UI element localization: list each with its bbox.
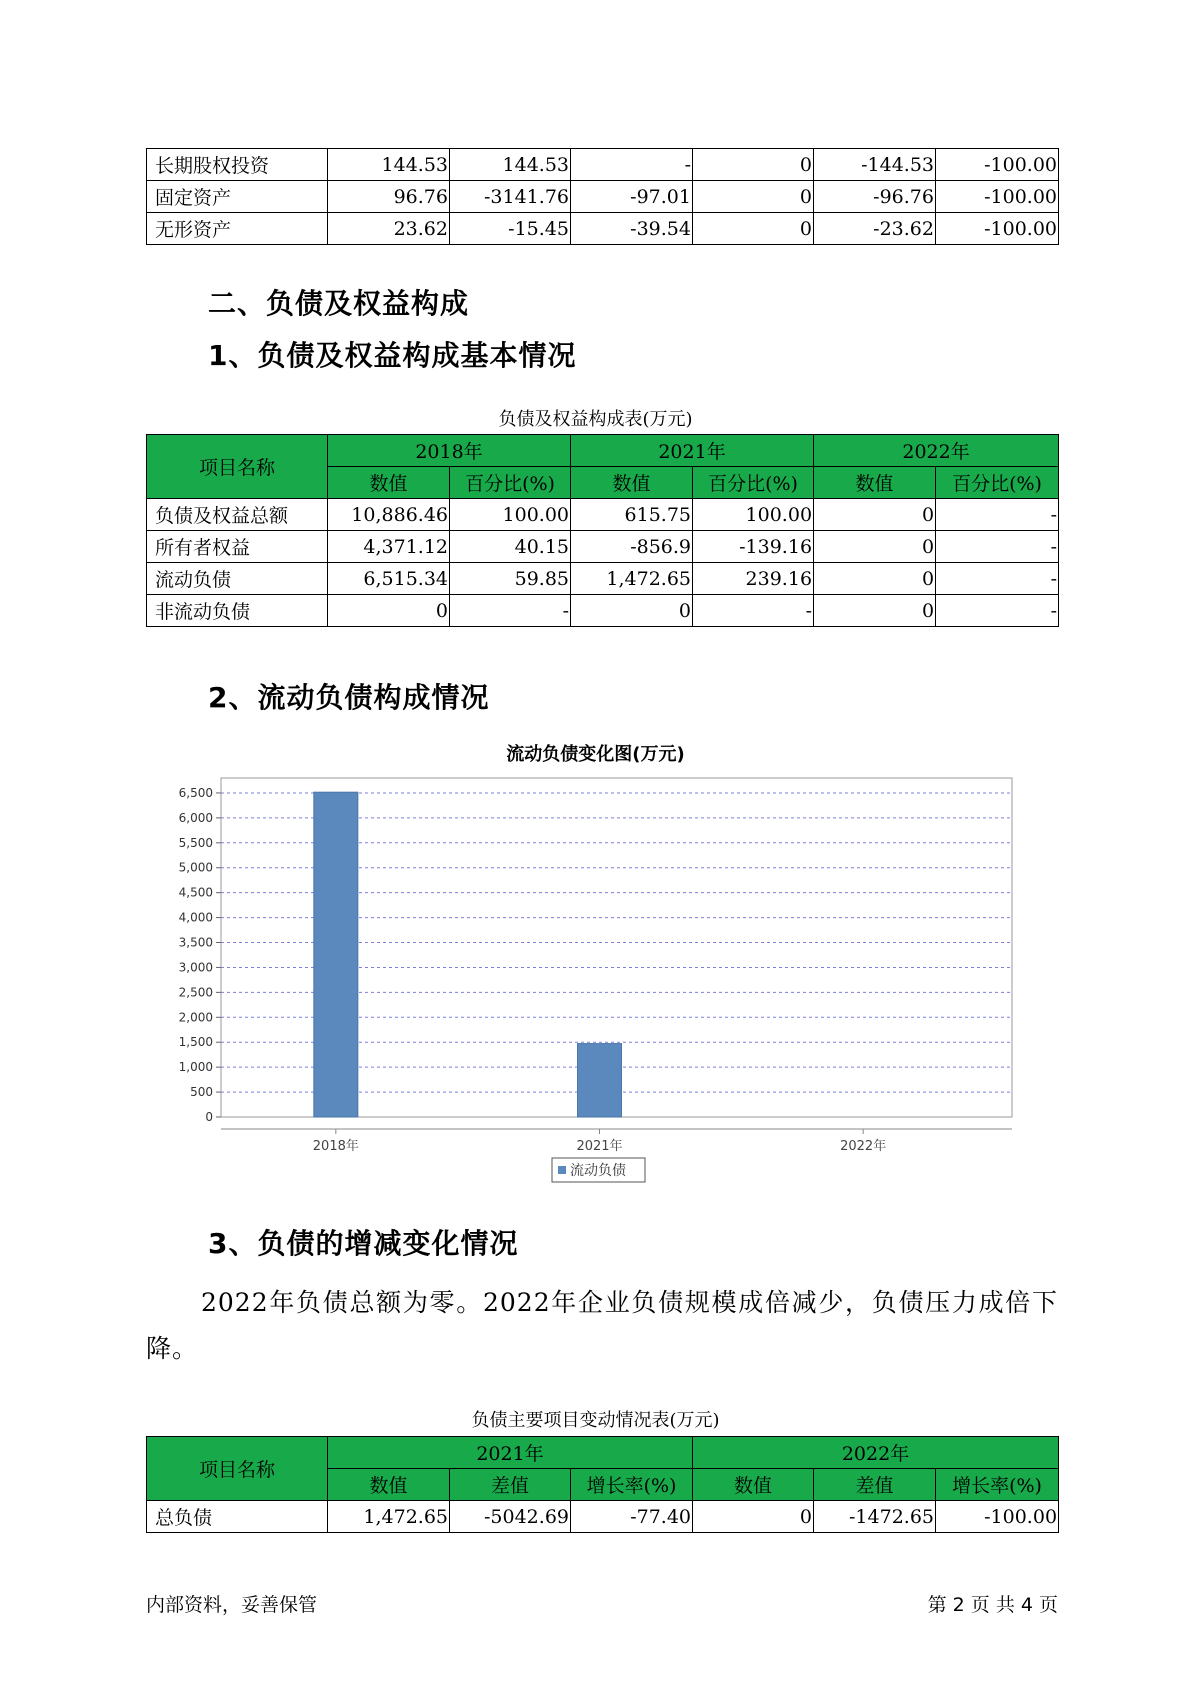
cell: 100.00: [693, 499, 814, 531]
cell: 1,472.65: [571, 563, 693, 595]
year-header: 2022年: [814, 435, 1059, 467]
cell: 239.16: [693, 563, 814, 595]
cell: 144.53: [450, 149, 571, 181]
year-header: 2021年: [328, 1437, 693, 1469]
y-tick-label: 6,000: [178, 810, 213, 825]
bar: [578, 1044, 622, 1117]
rate-header: 增长率(%): [571, 1469, 693, 1501]
value-header: 数值: [328, 467, 450, 499]
x-axis-ticks: [221, 1129, 1012, 1154]
cell: -: [693, 595, 814, 627]
percent-header: 百分比(%): [693, 467, 814, 499]
cell: -77.40: [571, 1501, 693, 1533]
table-row: [147, 181, 1059, 213]
liability-change-table: [146, 1436, 1059, 1533]
rate-header: 增长率(%): [936, 1469, 1059, 1501]
cell: 100.00: [450, 499, 571, 531]
cell: -856.9: [571, 531, 693, 563]
y-tick-label: 1,500: [178, 1035, 213, 1050]
cell: -100.00: [936, 213, 1059, 245]
cell: 0: [693, 213, 814, 245]
table-header-row: [147, 435, 1059, 467]
row-name: 流动负债: [147, 563, 328, 595]
asset-table: [146, 148, 1059, 245]
cell: -100.00: [936, 1501, 1059, 1533]
y-tick-label: 3,500: [178, 935, 213, 950]
subsection-heading: 1、负债及权益构成基本情况: [208, 339, 577, 372]
row-name: 所有者权益: [147, 531, 328, 563]
year-header: 2021年: [571, 435, 814, 467]
section-heading: 二、负债及权益构成: [208, 287, 470, 320]
cell: -5042.69: [450, 1501, 571, 1533]
table-row: [147, 563, 1059, 595]
table-caption: 负债及权益构成表(万元): [498, 409, 693, 430]
cell: -: [936, 499, 1059, 531]
table-row: [147, 499, 1059, 531]
cell: 59.85: [450, 563, 571, 595]
value-header: 数值: [814, 467, 936, 499]
cell: 0: [571, 595, 693, 627]
cell: 0: [693, 1501, 814, 1533]
table-caption: 负债主要项目变动情况表(万元): [471, 1410, 720, 1431]
cell: 96.76: [328, 181, 450, 213]
y-tick-label: 6,500: [178, 785, 213, 800]
row-name: 无形资产: [147, 213, 328, 245]
cell: -39.54: [571, 213, 693, 245]
diff-header: 差值: [450, 1469, 571, 1501]
table-row: [147, 149, 1059, 181]
cell: 0: [328, 595, 450, 627]
cell: 0: [693, 149, 814, 181]
y-tick-label: 500: [190, 1085, 213, 1100]
cell: -: [936, 563, 1059, 595]
x-tick-label: 2021年: [576, 1139, 623, 1154]
cell: 0: [814, 499, 936, 531]
cell: -: [936, 531, 1059, 563]
value-header: 数值: [693, 1469, 814, 1501]
equity-table: [146, 434, 1059, 627]
y-tick-label: 2,000: [178, 1010, 213, 1025]
item-header: 项目名称: [147, 1437, 328, 1501]
footer-note: 内部资料，妥善保管: [146, 1594, 318, 1616]
row-name: 长期股权投资: [147, 149, 328, 181]
year-header: 2018年: [328, 435, 571, 467]
cell: -139.16: [693, 531, 814, 563]
y-tick-label: 1,000: [178, 1060, 213, 1075]
legend-label: 流动负债: [570, 1163, 626, 1179]
y-tick-label: 3,000: [178, 960, 213, 975]
x-tick-label: 2018年: [312, 1139, 359, 1154]
value-header: 数值: [328, 1469, 450, 1501]
cell: 4,371.12: [328, 531, 450, 563]
percent-header: 百分比(%): [450, 467, 571, 499]
cell: -: [571, 149, 693, 181]
y-tick-label: 2,500: [178, 985, 213, 1000]
cell: -23.62: [814, 213, 936, 245]
y-tick-label: 4,000: [178, 910, 213, 925]
cell: 615.75: [571, 499, 693, 531]
x-tick-label: 2022年: [840, 1139, 887, 1154]
cell: 0: [814, 531, 936, 563]
cell: 0: [814, 563, 936, 595]
row-name: 非流动负债: [147, 595, 328, 627]
cell: -97.01: [571, 181, 693, 213]
cell: -3141.76: [450, 181, 571, 213]
row-name: 总负债: [147, 1501, 328, 1533]
chart-legend: [552, 1158, 645, 1182]
legend-swatch: [558, 1166, 566, 1174]
bar: [314, 792, 358, 1117]
subsection-heading: 3、负债的增减变化情况: [208, 1227, 519, 1260]
cell: -1472.65: [814, 1501, 936, 1533]
current-liabilities-bar-chart: [146, 770, 1046, 1190]
percent-header: 百分比(%): [936, 467, 1059, 499]
y-axis-ticks: [179, 786, 221, 1124]
subsection-heading: 2、流动负债构成情况: [208, 681, 490, 714]
cell: 23.62: [328, 213, 450, 245]
row-name: 负债及权益总额: [147, 499, 328, 531]
cell: 144.53: [328, 149, 450, 181]
y-tick-label: 4,500: [178, 885, 213, 900]
cell: 6,515.34: [328, 563, 450, 595]
cell: -96.76: [814, 181, 936, 213]
body-paragraph: 2022年负债总额为零。2022年企业负债规模成倍减少，负债压力成倍下降。: [146, 1288, 1058, 1363]
y-tick-label: 5,500: [178, 835, 213, 850]
table-row: [147, 595, 1059, 627]
chart-title: 流动负债变化图(万元): [506, 744, 685, 765]
cell: -: [936, 595, 1059, 627]
year-header: 2022年: [693, 1437, 1059, 1469]
y-tick-label: 0: [205, 1110, 213, 1124]
cell: 0: [814, 595, 936, 627]
diff-header: 差值: [814, 1469, 936, 1501]
value-header: 数值: [571, 467, 693, 499]
cell: 10,886.46: [328, 499, 450, 531]
y-tick-label: 5,000: [178, 860, 213, 875]
row-name: 固定资产: [147, 181, 328, 213]
item-header: 项目名称: [147, 435, 328, 499]
cell: -144.53: [814, 149, 936, 181]
cell: -100.00: [936, 149, 1059, 181]
cell: -100.00: [936, 181, 1059, 213]
cell: -15.45: [450, 213, 571, 245]
table-row: [147, 213, 1059, 245]
table-row: [147, 1501, 1059, 1533]
cell: 40.15: [450, 531, 571, 563]
cell: 0: [693, 181, 814, 213]
cell: -: [450, 595, 571, 627]
table-row: [147, 531, 1059, 563]
table-header-row: [147, 1437, 1059, 1469]
cell: 1,472.65: [328, 1501, 450, 1533]
page-number: 第 2 页 共 4 页: [927, 1594, 1058, 1616]
